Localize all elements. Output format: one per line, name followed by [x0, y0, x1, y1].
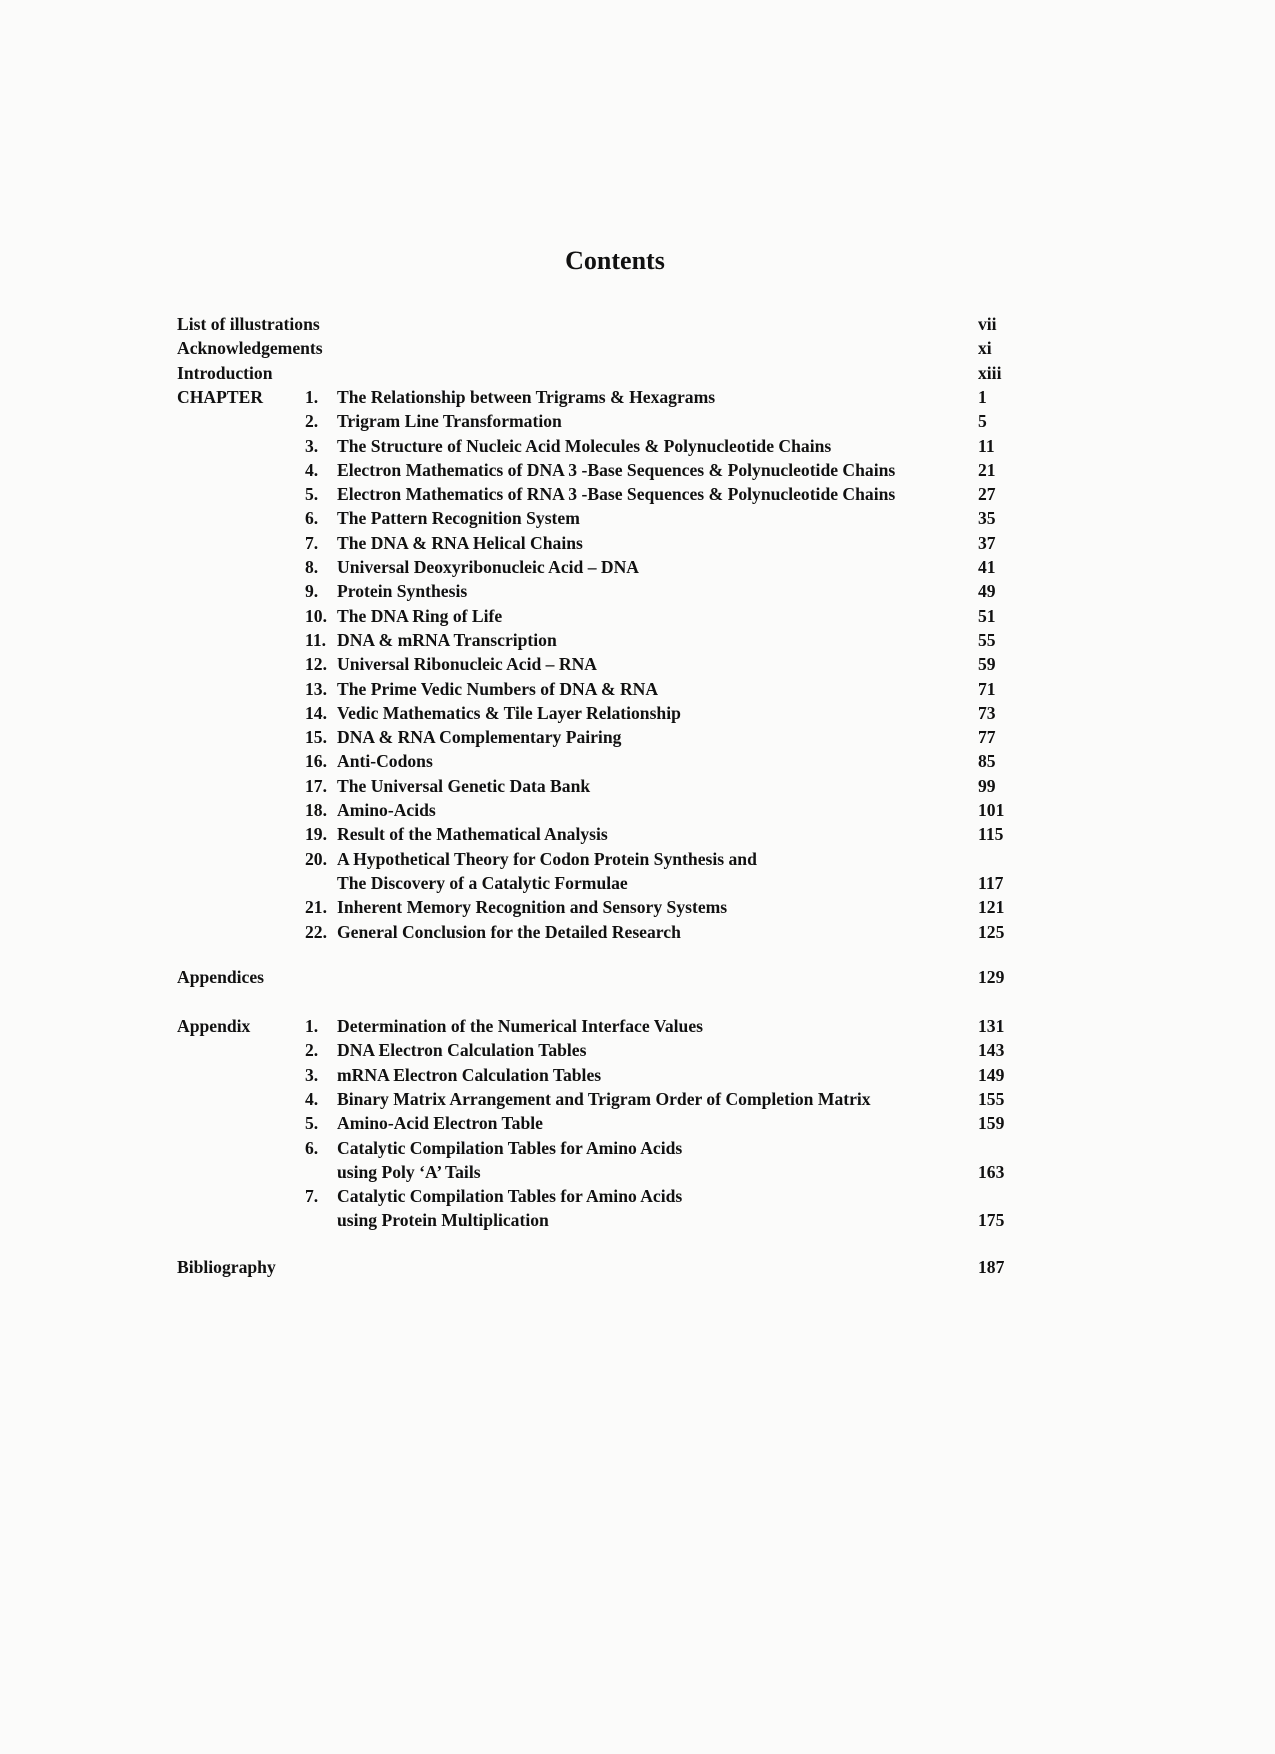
toc-entry-title: Acknowledgements	[177, 338, 323, 359]
appendix-title-continued: using Poly ‘A’ Tails	[337, 1161, 481, 1182]
chapter-label: CHAPTER	[177, 386, 264, 407]
toc-page-number: 59	[978, 654, 996, 675]
chapter-title: Electron Mathematics of DNA 3 -Base Sequences & Polynucleotide Chains	[337, 459, 896, 480]
chapter-title: The DNA Ring of Life	[337, 605, 503, 626]
chapter-title: Universal Ribonucleic Acid – RNA	[337, 654, 597, 675]
toc-page-number: 85	[978, 751, 996, 772]
toc-page-number: 99	[978, 775, 996, 796]
chapter-number: 18.	[305, 800, 327, 820]
chapter-number: 1.	[305, 386, 319, 407]
chapter-number: 15.	[305, 727, 327, 748]
toc-page-number: 117	[978, 872, 1004, 893]
toc-page-number: 37	[978, 532, 996, 553]
chapter-title-continued: The Discovery of a Catalytic Formulae	[337, 872, 628, 893]
page-title: Contents	[565, 246, 665, 275]
chapter-title: Trigram Line Transformation	[337, 411, 562, 432]
chapter-number: 10.	[305, 605, 327, 626]
toc-page-number: 131	[978, 1016, 1005, 1036]
chapter-title: Protein Synthesis	[337, 581, 468, 602]
toc-page-number: 77	[978, 727, 996, 748]
chapter-title: DNA & mRNA Transcription	[337, 629, 557, 650]
chapter-number: 19.	[305, 824, 327, 845]
toc-page-number: 163	[978, 1161, 1005, 1182]
toc-page-number: 41	[978, 557, 996, 577]
toc-page-number: 159	[978, 1113, 1005, 1134]
toc-page-number: 11	[978, 435, 995, 456]
chapter-number: 12.	[305, 654, 327, 675]
appendix-title: Determination of the Numerical Interface Values	[337, 1016, 703, 1036]
appendix-title-continued: using Protein Multiplication	[337, 1210, 549, 1231]
chapter-title: The Prime Vedic Numbers of DNA & RNA	[337, 678, 659, 699]
chapter-title: A Hypothetical Theory for Codon Protein Synthesis and	[337, 848, 757, 869]
toc-page-number: 101	[978, 800, 1005, 820]
toc-page-number: xi	[978, 338, 992, 359]
toc-page-number: xiii	[978, 362, 1002, 383]
chapter-title: Inherent Memory Recognition and Sensory Systems	[337, 897, 728, 918]
chapter-title: Vedic Mathematics & Tile Layer Relationship	[337, 702, 681, 723]
appendix-number: 6.	[305, 1137, 319, 1158]
chapter-title: The Relationship between Trigrams & Hexagrams	[337, 386, 716, 407]
chapter-number: 9.	[305, 581, 319, 602]
chapter-number: 17.	[305, 775, 327, 796]
toc-page-number: 1	[978, 386, 987, 407]
appendix-number: 1.	[305, 1016, 319, 1036]
appendix-number: 2.	[305, 1040, 319, 1061]
toc-page-number: 175	[978, 1210, 1005, 1231]
toc-page-number: 155	[978, 1088, 1005, 1109]
chapter-number: 22.	[305, 921, 327, 942]
toc-page-number: 143	[978, 1040, 1005, 1061]
toc-page-number: 129	[978, 967, 1005, 987]
toc-page-number: vii	[978, 314, 997, 334]
appendix-label: Appendix	[177, 1016, 251, 1036]
chapter-title: The DNA & RNA Helical Chains	[337, 532, 583, 553]
bibliography-heading: Bibliography	[177, 1257, 276, 1277]
appendix-title: Catalytic Compilation Tables for Amino Acids	[337, 1186, 683, 1207]
appendix-title: mRNA Electron Calculation Tables	[337, 1064, 602, 1085]
chapter-title: Result of the Mathematical Analysis	[337, 824, 608, 845]
chapter-number: 13.	[305, 678, 327, 699]
toc-page-number: 71	[978, 678, 996, 699]
chapter-number: 11.	[305, 629, 327, 650]
chapter-number: 2.	[305, 411, 319, 432]
toc-page-number: 121	[978, 897, 1005, 918]
chapter-title: Electron Mathematics of RNA 3 -Base Sequences & Polynucleotide Chains	[337, 484, 896, 505]
chapter-number: 14.	[305, 702, 327, 723]
toc-entry-title: List of illustrations	[177, 314, 320, 334]
chapter-title: The Pattern Recognition System	[337, 508, 580, 529]
chapter-number: 7.	[305, 532, 319, 553]
appendix-number: 5.	[305, 1113, 319, 1134]
toc-page-number: 149	[978, 1064, 1005, 1085]
appendix-title: Binary Matrix Arrangement and Trigram Order of Completion Matrix	[337, 1088, 871, 1109]
toc-page-number: 21	[978, 459, 996, 480]
toc-page-number: 187	[978, 1257, 1005, 1277]
chapter-title: The Universal Genetic Data Bank	[337, 775, 591, 796]
appendix-number: 7.	[305, 1186, 319, 1207]
chapter-title: Amino-Acids	[337, 800, 436, 820]
appendix-number: 4.	[305, 1088, 319, 1109]
toc-page-number: 27	[978, 484, 996, 505]
appendix-title: Catalytic Compilation Tables for Amino Acids	[337, 1137, 683, 1158]
toc-page-number: 51	[978, 605, 996, 626]
chapter-title: Anti-Codons	[337, 751, 433, 772]
chapter-title: The Structure of Nucleic Acid Molecules & Polynucleotide Chains	[337, 435, 832, 456]
chapter-number: 16.	[305, 751, 327, 772]
chapter-number: 5.	[305, 484, 319, 505]
toc-entry-title: Introduction	[177, 362, 273, 383]
chapter-title: Universal Deoxyribonucleic Acid – DNA	[337, 557, 640, 577]
appendix-title: Amino-Acid Electron Table	[337, 1113, 543, 1134]
chapter-number: 8.	[305, 557, 319, 577]
chapter-title: DNA & RNA Complementary Pairing	[337, 727, 622, 748]
chapter-number: 3.	[305, 435, 319, 456]
toc-page-number: 55	[978, 629, 996, 650]
chapter-number: 4.	[305, 459, 319, 480]
chapter-title: General Conclusion for the Detailed Research	[337, 921, 681, 942]
appendix-number: 3.	[305, 1064, 319, 1085]
chapter-number: 6.	[305, 508, 319, 529]
toc-page-number: 49	[978, 581, 996, 602]
appendix-title: DNA Electron Calculation Tables	[337, 1040, 587, 1061]
chapter-number: 20.	[305, 848, 327, 869]
toc-page-number: 125	[978, 921, 1005, 942]
toc-page-number: 5	[978, 411, 987, 432]
toc-page-number: 73	[978, 702, 996, 723]
appendices-heading: Appendices	[177, 967, 265, 987]
toc-page-number: 35	[978, 508, 996, 529]
chapter-number: 21.	[305, 897, 327, 918]
toc-page-number: 115	[978, 824, 1004, 845]
